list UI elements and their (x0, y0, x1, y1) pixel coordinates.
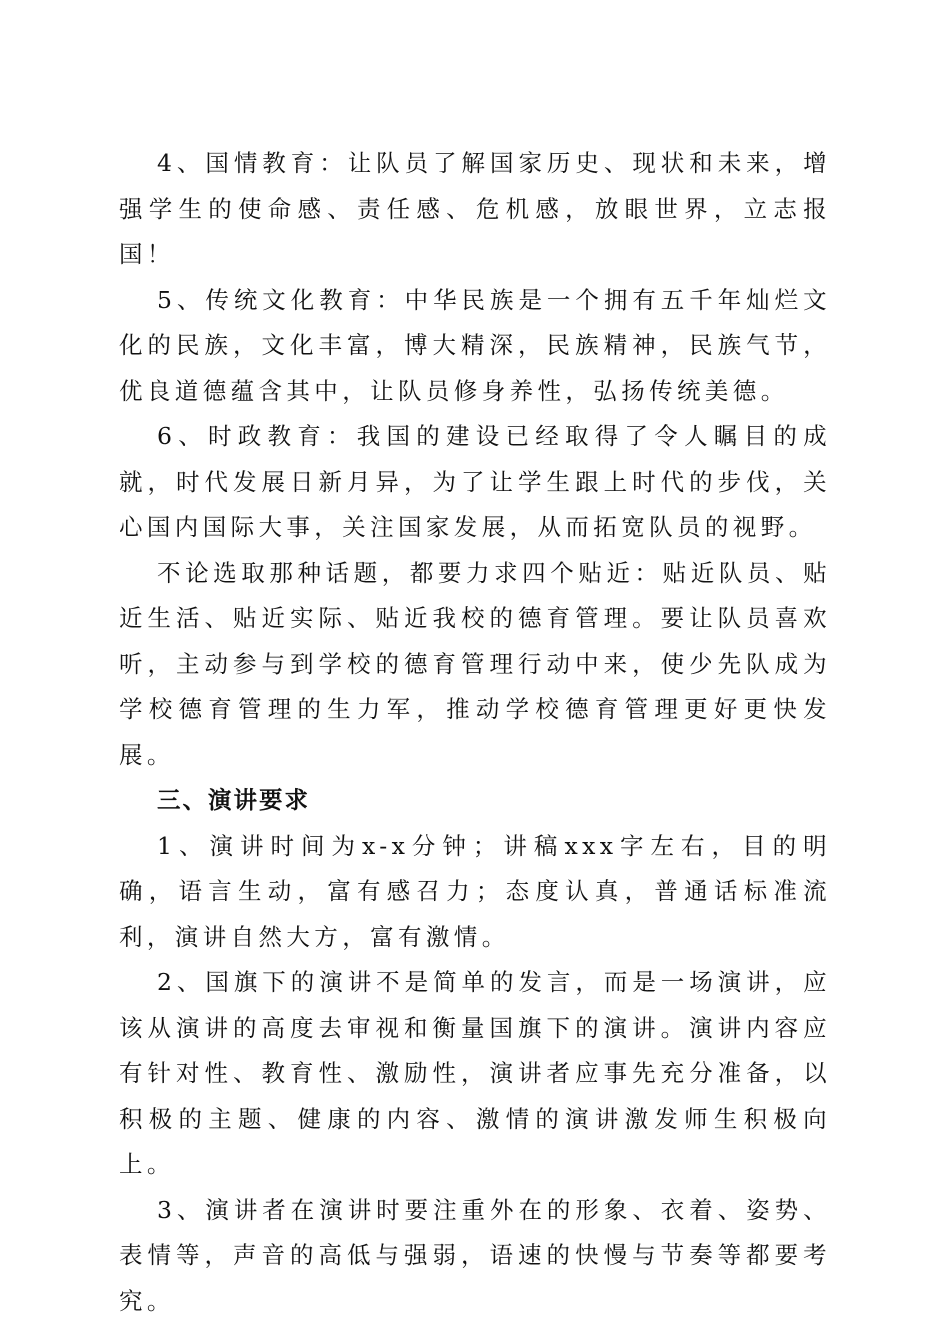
section-heading: 三、演讲要求 (157, 786, 310, 814)
paragraph-traditional-culture: 5、传统文化教育：中华民族是一个拥有五千年灿烂文化的民族，文化丰富，博大精深，民族精神，民族气节，优良道德蕴含其中，让队员修身养性，弘扬传统美德。 (119, 285, 831, 405)
paragraph-four-closeness: 不论选取那种话题，都要力求四个贴近：贴近队员、贴近生活、贴近实际、贴近我校的德育管理。要让队员喜欢听，主动参与到学校的德育管理行动中来，使少先队成为学校德育管理的生力军，推动学校德育管理更好更快发展。 (119, 558, 831, 769)
paragraph-national-education: 4、国情教育：让队员了解国家历史、现状和未来，增强学生的使命感、责任感、危机感，放眼世界，立志报国！ (119, 149, 831, 268)
paragraph-current-affairs: 6、时政教育：我国的建设已经取得了令人瞩目的成就，时代发展日新月异，为了让学生跟上时代的步伐，关心国内国际大事，关注国家发展，从而拓宽队员的视野。 (119, 422, 831, 541)
requirement-item-2: 2、国旗下的演讲不是简单的发言，而是一场演讲，应该从演讲的高度去审视和衡量国旗下的演讲。演讲内容应有针对性、教育性、激励性，演讲者应事先充分准备，以积极的主题、健康的内容、激情的演讲激发师生积极向上。 (119, 968, 831, 1178)
requirement-item-1: 1、演讲时间为x-x分钟；讲稿xxx字左右，目的明确，语言生动，富有感召力；态度认真，普通话标准流利，演讲自然大方，富有激情。 (119, 831, 831, 951)
document-page (119, 141, 831, 1324)
requirement-item-3: 3、演讲者在演讲时要注重外在的形象、衣着、姿势、表情等，声音的高低与强弱，语速的快慢与节奏等都要考究。 (119, 1195, 831, 1315)
